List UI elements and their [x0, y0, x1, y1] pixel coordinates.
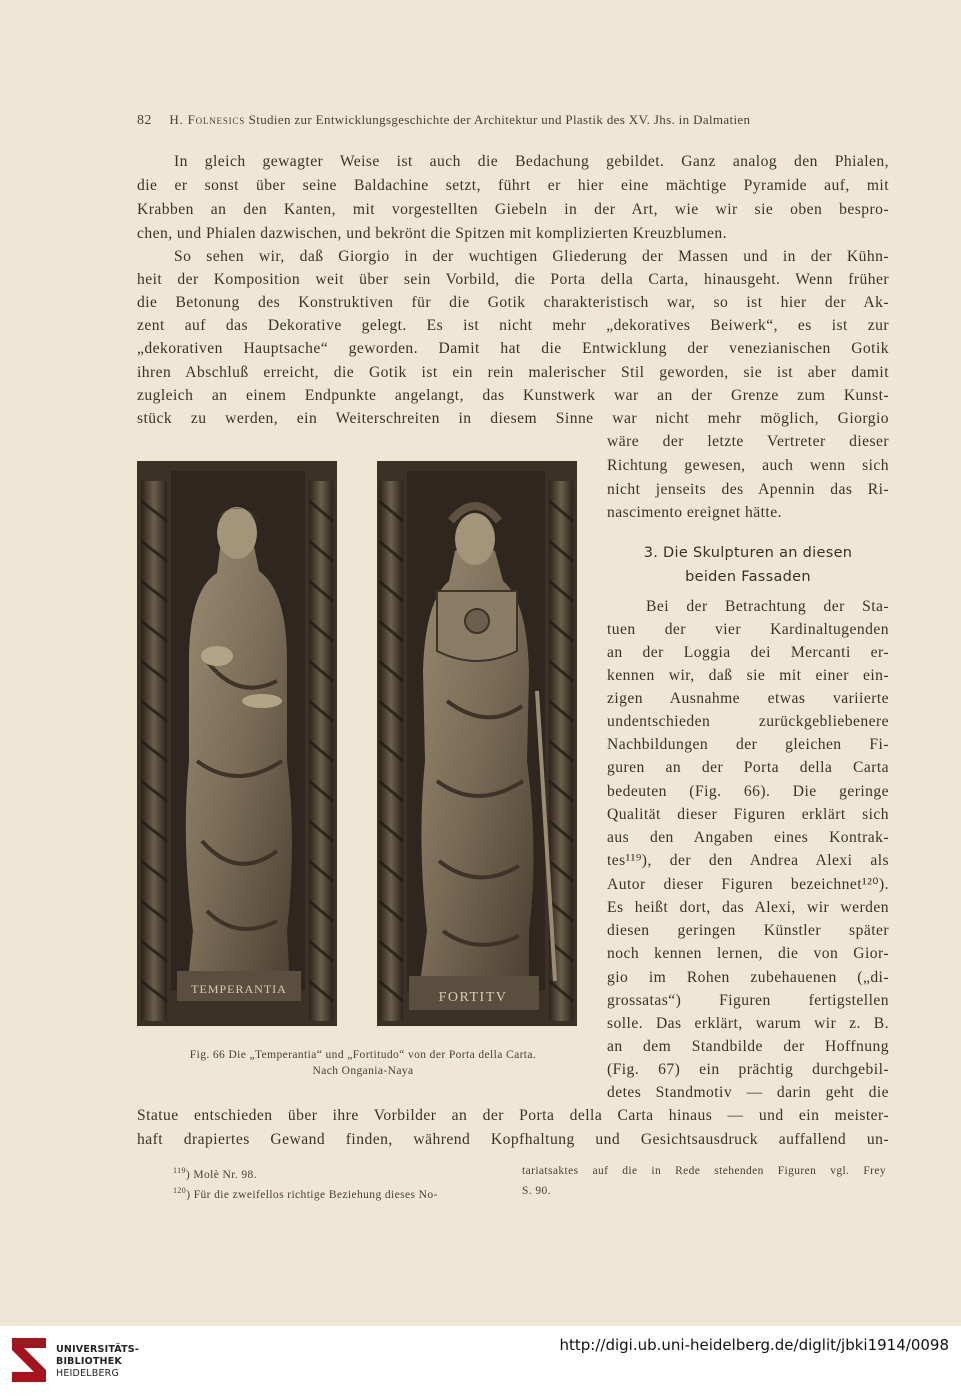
text-line: diesen geringen Künstler später: [607, 922, 889, 939]
footnote-119: [173, 1163, 257, 1183]
footnote-continuation-line1: tariatsaktes auf die in Rede stehenden Figuren vgl. Frey: [522, 1165, 886, 1177]
text-line: wäre der letzte Vertreter dieser: [607, 433, 889, 450]
text-line: Krabben an den Kanten, mit vorgestellten Giebeln in der Art, wie wir sie oben bespro-: [137, 201, 889, 218]
text-line: grossatas“) Figuren fertigstellen: [607, 992, 889, 1009]
text-line: gio im Rohen zubehauenen („di-: [607, 969, 889, 986]
logo-text-line3: HEIDELBERG: [56, 1368, 120, 1379]
text-line: tes¹¹⁹), der den Andrea Alexi als: [607, 852, 889, 869]
text-line: an der Loggia dei Mercanti er-: [607, 644, 889, 661]
logo-text-line2: BIBLIOTHEK: [56, 1356, 122, 1367]
text-line: zigen Ausnahme etwas variierte: [607, 690, 889, 707]
permalink-url[interactable]: http://digi.ub.uni-heidelberg.de/diglit/jbki1914/0098: [559, 1336, 949, 1354]
footnote-continuation-line2: S. 90.: [522, 1185, 551, 1197]
figure-fortitudo-photo: [377, 461, 577, 1026]
footnote-119-text: ) Molè Nr. 98.: [185, 1168, 257, 1181]
text-line: die er sonst über seine Baldachine setzt, führt er hier eine mächtige Pyramide auf, mit: [137, 177, 889, 194]
text-line: nicht jenseits des Apennin das Ri-: [607, 481, 889, 498]
text-line: haft drapiertes Gewand finden, während Kopfhaltung und Gesichtsausdruck auffallend un-: [137, 1131, 889, 1148]
text-line: bedeuten (Fig. 66). Die geringe: [607, 783, 889, 800]
text-line: Qualität dieser Figuren erklärt sich: [607, 806, 889, 823]
page-number: 82: [137, 113, 152, 128]
text-line: zugleich an einem Endpunkte angelangt, das Kunstwerk war an der Grenze zum Kunst-: [137, 387, 889, 404]
text-line: detes Standmotiv — darin geht die: [607, 1084, 889, 1101]
text-line: aus den Angaben eines Kontrak-: [607, 829, 889, 846]
text-line: kennen wir, daß sie mit einer ein-: [607, 667, 889, 684]
text-line: an dem Standbilde der Hoffnung: [607, 1038, 889, 1055]
text-line: noch kennen lernen, die von Gior-: [607, 945, 889, 962]
footnote-120-text: ) Für die zweifellos richtige Beziehung dieses No-: [186, 1188, 438, 1201]
fortitudo-inscription: FORTITV: [438, 990, 508, 1005]
running-header: [137, 112, 849, 129]
text-line: (Fig. 67) ein prächtig durchgebil-: [607, 1061, 889, 1078]
text-line: ihren Abschluß erreicht, die Gotik ist ein rein malerischer Stil geworden, sie ist aber damit: [137, 364, 889, 381]
text-line: Richtung gewesen, auch wenn sich: [607, 457, 889, 474]
text-line: Nachbildungen der gleichen Fi-: [607, 736, 889, 753]
text-line: stück zu werden, ein Weiterschreiten in diesem Sinne war nicht mehr möglich, Giorgio: [137, 410, 889, 427]
footnote-119-number: 119: [173, 1166, 186, 1175]
text-line: guren an der Porta della Carta: [607, 759, 889, 776]
text-line: „dekorativen Hauptsache“ geworden. Damit hat die Entwicklung der venezianischen Gotik: [137, 340, 889, 357]
text-line: heit der Komposition weit über sein Vorbild, die Porta della Carta, hinausgeht. Wenn früher: [137, 271, 889, 288]
header-author: H. Folnesics: [169, 112, 246, 127]
temperantia-inscription: TEMPERANTIA: [191, 982, 287, 996]
text-line: Bei der Betrachtung der Sta-: [646, 598, 889, 615]
text-line: So sehen wir, daß Giorgio in der wuchtigen Gliederung der Massen und in der Kühn-: [174, 248, 889, 265]
footnote-120-number: 120: [173, 1186, 187, 1195]
text-line: Es heißt dort, das Alexi, wir werden: [607, 899, 889, 916]
figure-caption-line1: Fig. 66 Die „Temperantia“ und „Fortitudo“ von der Porta della Carta.: [189, 1049, 537, 1061]
figure-temperantia-photo: [137, 461, 337, 1026]
figure-caption-line2: Nach Ongania-Naya: [312, 1065, 414, 1077]
text-line: zent auf das Dekorative gelegt. Es ist nicht mehr „dekoratives Beiwerk“, es ist zur: [137, 317, 889, 334]
university-library-logo-icon: [8, 1334, 50, 1390]
section-heading-line1: 3. Die Skulpturen an diesen: [643, 545, 853, 561]
text-line: In gleich gewagter Weise ist auch die Bedachung gebildet. Ganz analog den Phialen,: [174, 153, 889, 170]
text-line: solle. Das erklärt, warum wir z. B.: [607, 1015, 889, 1032]
text-line: Autor dieser Figuren bezeichnet¹²⁰).: [607, 876, 889, 893]
text-line: undentschieden zurückgebliebenere: [607, 713, 889, 730]
text-line: die Betonung des Konstruktiven für die Gotik charakteristisch war, so ist hier der Ak-: [137, 294, 889, 311]
logo-text-line1: UNIVERSITÄTS-: [56, 1344, 139, 1355]
footnote-120: [173, 1183, 438, 1203]
text-line: tuen der vier Kardinaltugenden: [607, 621, 889, 638]
text-line: nascimento ereignet hätte.: [607, 504, 782, 521]
text-line: Statue entschieden über ihre Vorbilder an der Porta della Carta hinaus — und ein meister-: [137, 1107, 889, 1124]
section-heading-line2: beiden Fassaden: [685, 569, 811, 585]
header-title: Studien zur Entwicklungsgeschichte der Architektur und Plastik des XV. Jhs. in Dalmatien: [248, 112, 751, 127]
text-line: chen, und Phialen dazwischen, und bekrönt die Spitzen mit komplizierten Kreuzblumen.: [137, 225, 727, 242]
